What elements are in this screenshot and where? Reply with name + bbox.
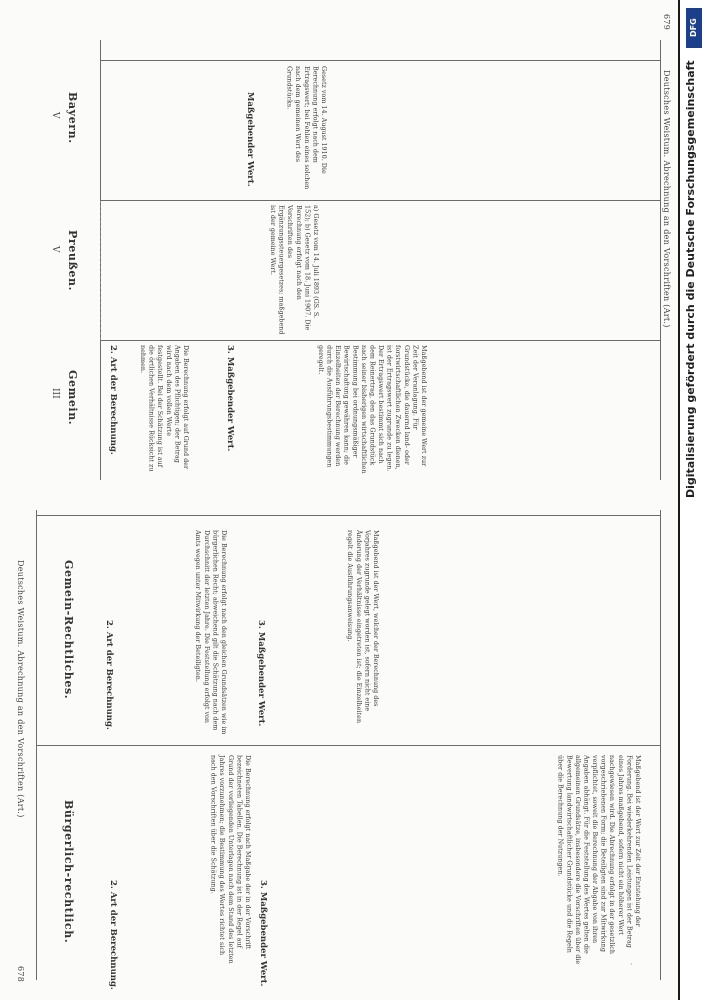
margin-mark: ·: [630, 960, 633, 969]
left-col2-heading: Gemein-Rechtliches.: [62, 560, 75, 700]
right-col1-sect1-title: 2. Art der Berechnung.: [108, 345, 118, 455]
right-col3-text: Gesetz vom 14. August 1910. Die Berechnung erfolgt nach dem Ertragswert; bei Fehlen eines solchen nach dem gemeinen Wert des Grundstücks.: [285, 66, 328, 190]
right-col2-numeral: V: [50, 246, 60, 253]
left-col2-sect2-text: Maßgebend ist der Wert, welcher der Berechnung des Vorjahres zugrunde gelegt worden ist, sofern nicht eine Änderung der Verhältnisse eingetreten ist; die Einzelheiten regelt die Ausführungsanweisung.: [346, 530, 380, 724]
right-col1-numeral: III: [50, 388, 60, 399]
left-col2-sect1-text: Die Berechnung erfolgt nach den gleichen Grundsätzen wie im bürgerlichen Recht; abweichend gilt die Schätzung nach dem Durchschnitt der letzten Jahre. Die Feststellung erfolgt von Amts wegen unter Mitwirkung der Beteiligten.: [194, 530, 228, 735]
right-col2-heading: Preußen.: [66, 230, 79, 292]
right-col1-sect1-text: Die Berechnung erfolgt auf Grund der Angaben des Pflichtigen; der Betrag wird nach dem vollen Werte festgestellt. Bei der Schätzung ist auf die örtlichen Verhältnisse Rücksicht zu nehmen.: [139, 345, 190, 472]
right-col1-sect2-text: Maßgebend ist der gemeine Wert zur Zeit der Veranlagung. Für Grundstücke, die dauernd land- oder forstwirtschaftlichen Zwecken dienen, ist der Ertragswert zugrunde zu legen. Der Ertragswert bestimmt sich nach dem Reinertrag, den das Grundstück nach seiner bisherigen wirtschaftlichen Bestimmung bei ordnungsmäßiger Bewirtschaftung gewähren kann; die Einzelheiten der Berechnung werden durch die Ausführungsbestimmungen geregelt.: [316, 345, 428, 474]
left-col1-sect2-text: Maßgebend ist der Wert zur Zeit der Entstehung der Forderung. Bei wiederkehrenden Leistungen ist der Betrag eines Jahres maßgebend, sofern nicht ein höherer Wert nachgewiesen wird. Die Abrechnung erfolgt in der gesetzlich vorgeschriebenen Form; die Beteiligten sind zur Mitwirkung verpflichtet, soweit die Berechnung der Abgabe von ihren Angaben abhängt. Für die Feststellung des Wertes gelten die allgemeinen Grundsätze, insbesondere die Vorschriften über die Bewertung landwirtschaftlicher Grundstücke und die Regeln über die Berechnung der Nutzungen.: [556, 755, 642, 965]
left-col2-sect2-title: 3. Maßgebender Wert.: [256, 620, 266, 727]
left-col2-sect1-title: 2. Art der Berechnung.: [104, 620, 114, 730]
right-col3-heading: Bayern.: [66, 92, 79, 144]
left-col1-sect1-title: 2. Art der Berechnung.: [108, 880, 118, 990]
right-running-head: Deutsches Weistum. Abrechnung an den Vorschriften (Art.): [662, 70, 671, 328]
left-col1-heading: Bürgerlich-rechtlich.: [62, 800, 75, 944]
right-col3-sect-title: Maßgebender Wert.: [245, 92, 255, 187]
right-col3-numeral: V: [50, 112, 60, 119]
left-running-head: Deutsches Weistum. Abrechnung an den Vorschriften (Art.): [16, 560, 25, 818]
funding-notice: Digitalisierung gefördert durch die Deutsche Forschungsgemeinschaft: [684, 60, 697, 498]
right-col1-sect2-title: 3. Maßgebender Wert.: [225, 345, 235, 452]
dfg-logo: DFG: [686, 8, 702, 48]
right-page-number: 679: [662, 14, 671, 31]
right-col2-text: a) Gesetz vom 14. Juli 1893 (GS. S. 152); b) Gesetz vom 18. Juni 1907. Die Berechnung erfolgt nach den Vorschriften des Ergänzungssteuergesetzes; maßgebend ist der gemeine Wert.: [269, 205, 320, 335]
page-edge: [678, 0, 680, 1000]
left-col1-sect1-text: Die Berechnung erfolgt nach Maßgabe der in der Vorschrift bezeichneten Tabellen. Die Berechnung ist in der Regel auf Grund der vorliegenden Unterlagen nach dem Stand des letzten Jahres vorzunehmen; die Bestimmung des Wertes richtet sich nach den Vorschriften über die Schätzung.: [209, 755, 252, 964]
right-col1-heading: Gemein.: [66, 370, 79, 426]
left-page-number: 678: [16, 966, 25, 983]
left-col1-sect2-title: 3. Maßgebender Wert.: [258, 880, 268, 987]
